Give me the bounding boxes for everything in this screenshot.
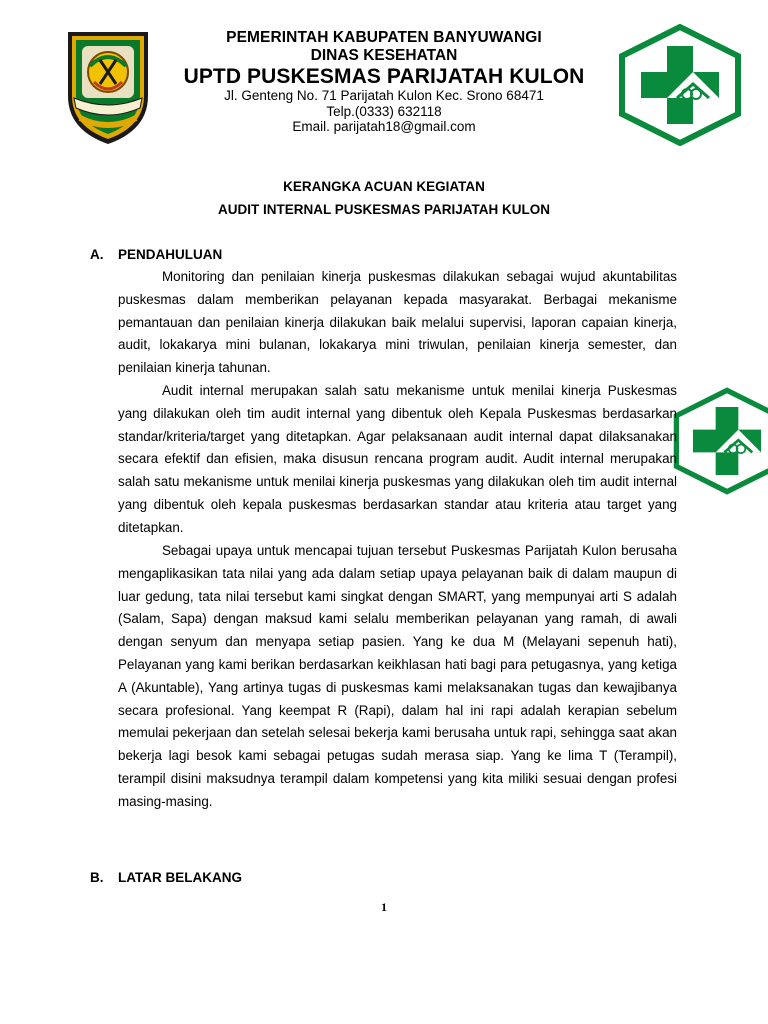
puskesmas-logo-side: [672, 378, 768, 504]
paragraph-text: Monitoring dan penilaian kinerja puskesmas dilakukan sebagai wujud akuntabilitas puskesmas dalam memberikan pelayanan kepada masyarakat. Berbagai mekanisme pemantauan dan penilaian kinerja dilakukan baik melalui supervisi, laporan capaian kinerja, audit, lokakarya mini bulanan, lokakarya mini triwulan, penilaian kinerja semester, dan penilaian kinerja tahunan.: [118, 269, 677, 376]
paragraph-text: Audit internal merupakan salah satu mekanisme untuk menilai kinerja Puskesmas yang dilakukan oleh tim audit internal yang dibentuk oleh Kepala Puskesmas berdasarkan standar/kriteria/target yang ditetapkan. Agar pelaksanaan audit internal dapat dilaksanakan secara efektif dan efisien, maka disusun rencana program audit. Audit internal merupakan salah satu mekanisme untuk menilai kinerja puskesmas yang dilakukan oleh tim audit internal yang dibentuk oleh kepala puskesmas berdasarkan standar atau kriteria atau target yang ditetapkan.: [118, 383, 677, 535]
section-title: PENDAHULUAN: [118, 247, 223, 262]
section-number: B.: [90, 870, 104, 885]
header-institution: UPTD PUSKESMAS PARIJATAH KULON: [183, 65, 585, 88]
paragraph-3: [118, 540, 677, 814]
paragraph-2: [118, 380, 677, 540]
banyuwangi-crest-icon: [60, 26, 156, 148]
puskesmas-logo-icon: [672, 378, 768, 504]
section-heading-a: [90, 247, 222, 262]
header-address: Jl. Genteng No. 71 Parijatah Kulon Kec. Srono 68471: [224, 88, 544, 103]
document-title-line2: AUDIT INTERNAL PUSKESMAS PARIJATAH KULON: [217, 202, 550, 217]
document-title-line1: KERANGKA ACUAN KEGIATAN: [283, 179, 485, 194]
paragraph-text: Sebagai upaya untuk mencapai tujuan tersebut Puskesmas Parijatah Kulon berusaha mengaplikasikan tata nilai yang ada dalam setiap upaya pelayanan baik di dalam maupun di luar gedung, tata nilai tersebut kami singkat dengan SMART, yang mempunyai arti S adalah (Salam, Sapa) dengan maksud kami selalu memberikan pelayanan yang ramah, di awali dengan senyum dan menyapa setiap pasien. Yang ke dua M (Melayani sepenuh hati), Pelayanan yang kami berikan berdasarkan keikhlasan hati bagi para petugasnya, yang ketiga A (Akuntable), Yang artinya tugas di puskesmas kami melaksanakan tugas dan kewajibanya secara profesional. Yang keempat R (Rapi), dalam hal ini rapi adalah kerapian sebelum memulai pekerjaan dan setelah selesai bekerja kami berusaha untuk rapi, sehingga saat akan bekerja lagi besok kami sebagai petugas sudah merasa siap. Yang ke lima T (Terampil), terampil disini maksudnya terampil dalam kompetensi yang kita miliki sesuai dengan profesi masing-masing.: [118, 543, 677, 809]
section-number: A.: [90, 247, 104, 262]
section-heading-b: [90, 870, 242, 885]
header-government: PEMERINTAH KABUPATEN BANYUWANGI: [226, 29, 542, 46]
header-phone: Telp.(0333) 632118: [326, 104, 442, 119]
section-title: LATAR BELAKANG: [118, 870, 242, 885]
header-department: DINAS KESEHATAN: [310, 47, 458, 64]
page-number: 1: [381, 900, 387, 914]
puskesmas-logo-icon: [617, 24, 743, 146]
header-email: Email. parijatah18@gmail.com: [292, 119, 476, 134]
paragraph-1: [118, 266, 677, 380]
